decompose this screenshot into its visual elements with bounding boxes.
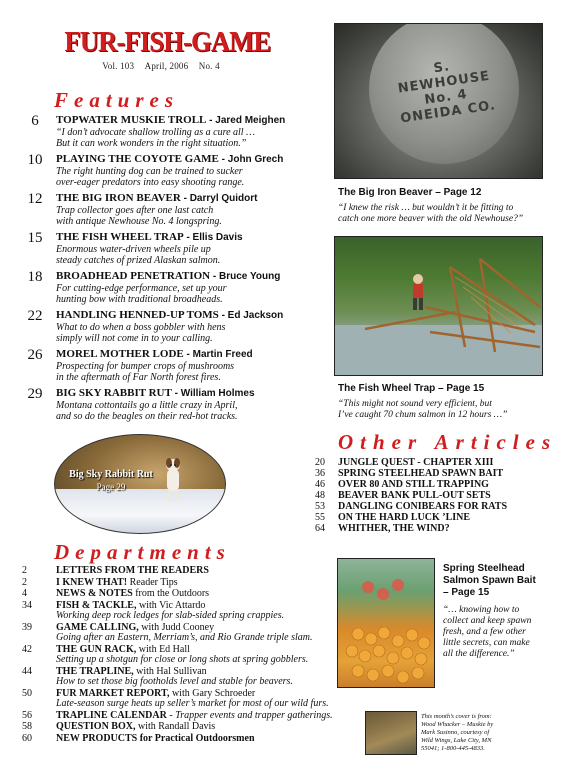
feature-desc-line: steady catches of prized Alaskan salmon. xyxy=(56,255,221,266)
issue-info xyxy=(56,61,266,71)
department-page: 60 xyxy=(22,732,32,744)
beaver-caption-quote: “I knew the risk … but wouldn’t it be fitting to catch one more beaver with the old Newhouse?” xyxy=(338,203,524,224)
issue-date: April, 2006 xyxy=(144,61,189,71)
spawn-bait-photo[interactable] xyxy=(337,558,435,688)
feature-desc-line: and so do the beagles on their red-hot tracks. xyxy=(56,411,238,422)
beagle-figure xyxy=(159,455,187,505)
magazine-logo: FUR-FISH-GAME xyxy=(64,26,271,58)
department-title: TRAPLINE CALENDAR - Trapper events and trapper gatherings. xyxy=(56,709,333,721)
feature-page: 12 xyxy=(27,191,43,207)
feature-page: 29 xyxy=(27,386,43,402)
feature-desc-line: Enormous water-driven wheels pile up xyxy=(56,244,211,255)
feature-desc-line: with antique Newhouse No. 4 longspring. xyxy=(56,216,222,227)
department-page: 56 xyxy=(22,709,32,721)
department-title: FUR MARKET REPORT, with Gary Schroeder xyxy=(56,687,256,699)
feature-desc-line: Trap collector goes after one last catch xyxy=(56,205,214,216)
feature-title: PLAYING THE COYOTE GAME - John Grech xyxy=(56,153,284,165)
feature-desc-line: For cutting-edge performance, set up your xyxy=(56,283,227,294)
departments-list xyxy=(22,565,333,745)
department-page: 34 xyxy=(22,599,32,611)
fish-wheel-caption-title: The Fish Wheel Trap – Page 15 xyxy=(338,383,485,394)
department-item[interactable] xyxy=(22,645,322,666)
department-desc: Working deep rock ledges for slab-sided spring crappies. xyxy=(56,610,285,621)
department-item[interactable] xyxy=(22,601,322,622)
department-title: I KNEW THAT! Reader Tips xyxy=(56,576,178,588)
feature-title: TOPWATER MUSKIE TROLL - Jared Meighen xyxy=(56,114,286,126)
feature-title: HANDLING HENNED-UP TOMS - Ed Jackson xyxy=(56,309,284,321)
department-item[interactable] xyxy=(22,589,322,600)
feature-desc-line: Prospecting for bumper crops of mushrooms xyxy=(56,361,235,372)
feature-desc-line: What to do when a boss gobbler with hens xyxy=(56,322,226,333)
other-articles-list xyxy=(306,457,556,534)
features-heading: Features xyxy=(54,88,180,112)
department-title: THE TRAPLINE, with Hal Sullivan xyxy=(56,665,207,677)
department-item[interactable] xyxy=(22,566,322,577)
feature-title: BROADHEAD PENETRATION - Bruce Young xyxy=(56,270,281,282)
department-page: 39 xyxy=(22,621,32,633)
other-article-item[interactable]: 36 SPRING STEELHEAD SPAWN BAIT xyxy=(315,468,504,479)
masthead xyxy=(56,26,271,71)
feature-item[interactable] xyxy=(22,231,322,266)
feature-desc-line: over-eager predators into easy shooting range. xyxy=(56,177,245,188)
feature-desc-line: “I don’t advocate shallow trolling as a cure all … xyxy=(56,127,255,138)
department-item[interactable] xyxy=(22,709,333,722)
other-article-item[interactable]: 48 BEAVER BANK PULL-OUT SETS xyxy=(315,490,491,501)
other-article-item[interactable]: 55 ON THE HARD LUCK ’LINE xyxy=(315,512,471,523)
other-article-item[interactable]: 46 OVER 80 AND STILL TRAPPING xyxy=(315,479,489,490)
other-articles-heading: Other Articles xyxy=(338,430,558,454)
feature-item[interactable] xyxy=(22,192,322,227)
feature-title: THE FISH WHEEL TRAP - Ellis Davis xyxy=(56,231,243,243)
department-title: QUESTION BOX, with Randall Davis xyxy=(56,721,216,732)
department-page: 2 xyxy=(22,576,27,588)
snow-ground xyxy=(55,489,225,533)
other-article-item[interactable]: 20 JUNGLE QUEST - CHAPTER XIII xyxy=(315,457,494,468)
cover-art-thumbnail[interactable] xyxy=(365,711,417,755)
department-item[interactable] xyxy=(22,623,322,644)
feature-desc-line: Montana cottontails go a little crazy in April, xyxy=(56,400,238,411)
department-desc: Late-season surge heats up seller’s market for most of our wild furs. xyxy=(56,698,329,709)
trap-plate-photo[interactable] xyxy=(334,23,543,179)
feature-page: 15 xyxy=(27,230,43,246)
fish-wheel-caption-quote: “This might not sound very efficient, but I’ve caught 70 chum salmon in 12 hours …” xyxy=(338,399,508,420)
feature-item[interactable] xyxy=(22,348,322,383)
department-title: GAME CALLING, with Judd Cooney xyxy=(56,621,215,633)
feature-page: 18 xyxy=(27,269,43,285)
department-desc: How to set those big footholds level and stable for beavers. xyxy=(56,676,293,687)
department-title: THE GUN RACK, with Ed Hall xyxy=(56,643,190,655)
feature-desc-line: The right hunting dog can be trained to sucker xyxy=(56,166,243,177)
feature-item[interactable] xyxy=(22,387,322,422)
department-desc: Going after an Eastern, Merriam’s, and Rio Grande triple slam. xyxy=(56,632,313,643)
department-title: NEW PRODUCTS for Practical Outdoorsmen xyxy=(56,732,255,744)
beaver-caption-title: The Big Iron Beaver – Page 12 xyxy=(338,187,482,198)
departments-heading: Departments xyxy=(54,540,231,564)
feature-item[interactable] xyxy=(22,309,322,344)
feature-title: MOREL MOTHER LODE - Martin Freed xyxy=(56,348,253,360)
feature-page: 26 xyxy=(27,347,43,363)
department-page: 44 xyxy=(22,665,32,677)
feature-desc-line: But it can work wonders in the right situation.” xyxy=(56,138,247,149)
department-page: 42 xyxy=(22,643,32,655)
rabbit-rut-photo[interactable] xyxy=(54,434,226,534)
department-title: FISH & TACKLE, with Vic Attardo xyxy=(56,599,206,611)
feature-desc-line: in the aftermath of Far North forest fires. xyxy=(56,372,221,383)
fish-wheel-photo[interactable] xyxy=(334,236,543,376)
department-title: LETTERS FROM THE READERS xyxy=(56,565,209,576)
department-item[interactable] xyxy=(22,722,322,733)
feature-page: 22 xyxy=(27,308,43,324)
issue-number: No. 4 xyxy=(198,61,220,71)
department-page: 4 xyxy=(22,588,27,599)
feature-page: 6 xyxy=(31,113,39,129)
fish-wheel-illustration xyxy=(335,237,543,376)
feature-desc-line: hunting bow with traditional broadheads. xyxy=(56,294,223,305)
feature-page: 10 xyxy=(27,152,43,168)
feature-item[interactable] xyxy=(22,114,322,149)
other-article-item[interactable]: 53 DANGLING CONIBEARS FOR RATS xyxy=(315,501,508,512)
feature-item[interactable] xyxy=(22,153,322,188)
department-item[interactable] xyxy=(22,687,329,710)
trap-engraving: S. NEWHOUSE No. 4 ONEIDA CO. xyxy=(396,59,497,127)
feature-title: THE BIG IRON BEAVER - Darryl Quidort xyxy=(56,192,258,204)
department-desc: Setting up a shotgun for close or long shots at spring gobblers. xyxy=(56,654,309,665)
rabbit-caption-page: Page 29 xyxy=(96,482,126,492)
rabbit-caption-title: Big Sky Rabbit Rut xyxy=(69,469,153,480)
department-item[interactable] xyxy=(22,667,322,688)
features-list xyxy=(22,114,322,425)
department-item[interactable] xyxy=(22,578,322,589)
feature-title: BIG SKY RABBIT RUT - William Holmes xyxy=(56,387,255,399)
cover-credit: This month’s cover is from: Wood Whacker – Muskie by Mark Susinno, courtesy of Wild Wings, Lake City, MN 55041; 1-800-445-4833. xyxy=(421,713,494,752)
feature-item[interactable] xyxy=(22,270,322,305)
department-page: 50 xyxy=(22,687,32,699)
department-title: NEWS & NOTES from the Outdoors xyxy=(56,588,210,599)
volume-label: Vol. 103 xyxy=(102,61,135,71)
salmon-eggs-illustration xyxy=(338,559,435,688)
department-page: 2 xyxy=(22,565,27,576)
department-item[interactable] xyxy=(22,734,322,745)
other-article-item[interactable]: 64 WHITHER, THE WIND? xyxy=(315,523,450,534)
spawn-bait-quote: “… knowing how to collect and keep spawn fresh, and a few other little secrets, can make all the difference.” xyxy=(443,605,532,659)
department-page: 58 xyxy=(22,721,32,732)
spawn-bait-title: Spring Steelhead Salmon Spawn Bait – Page 15 xyxy=(443,563,536,598)
feature-desc-line: simply will not come in to your calling. xyxy=(56,333,213,344)
